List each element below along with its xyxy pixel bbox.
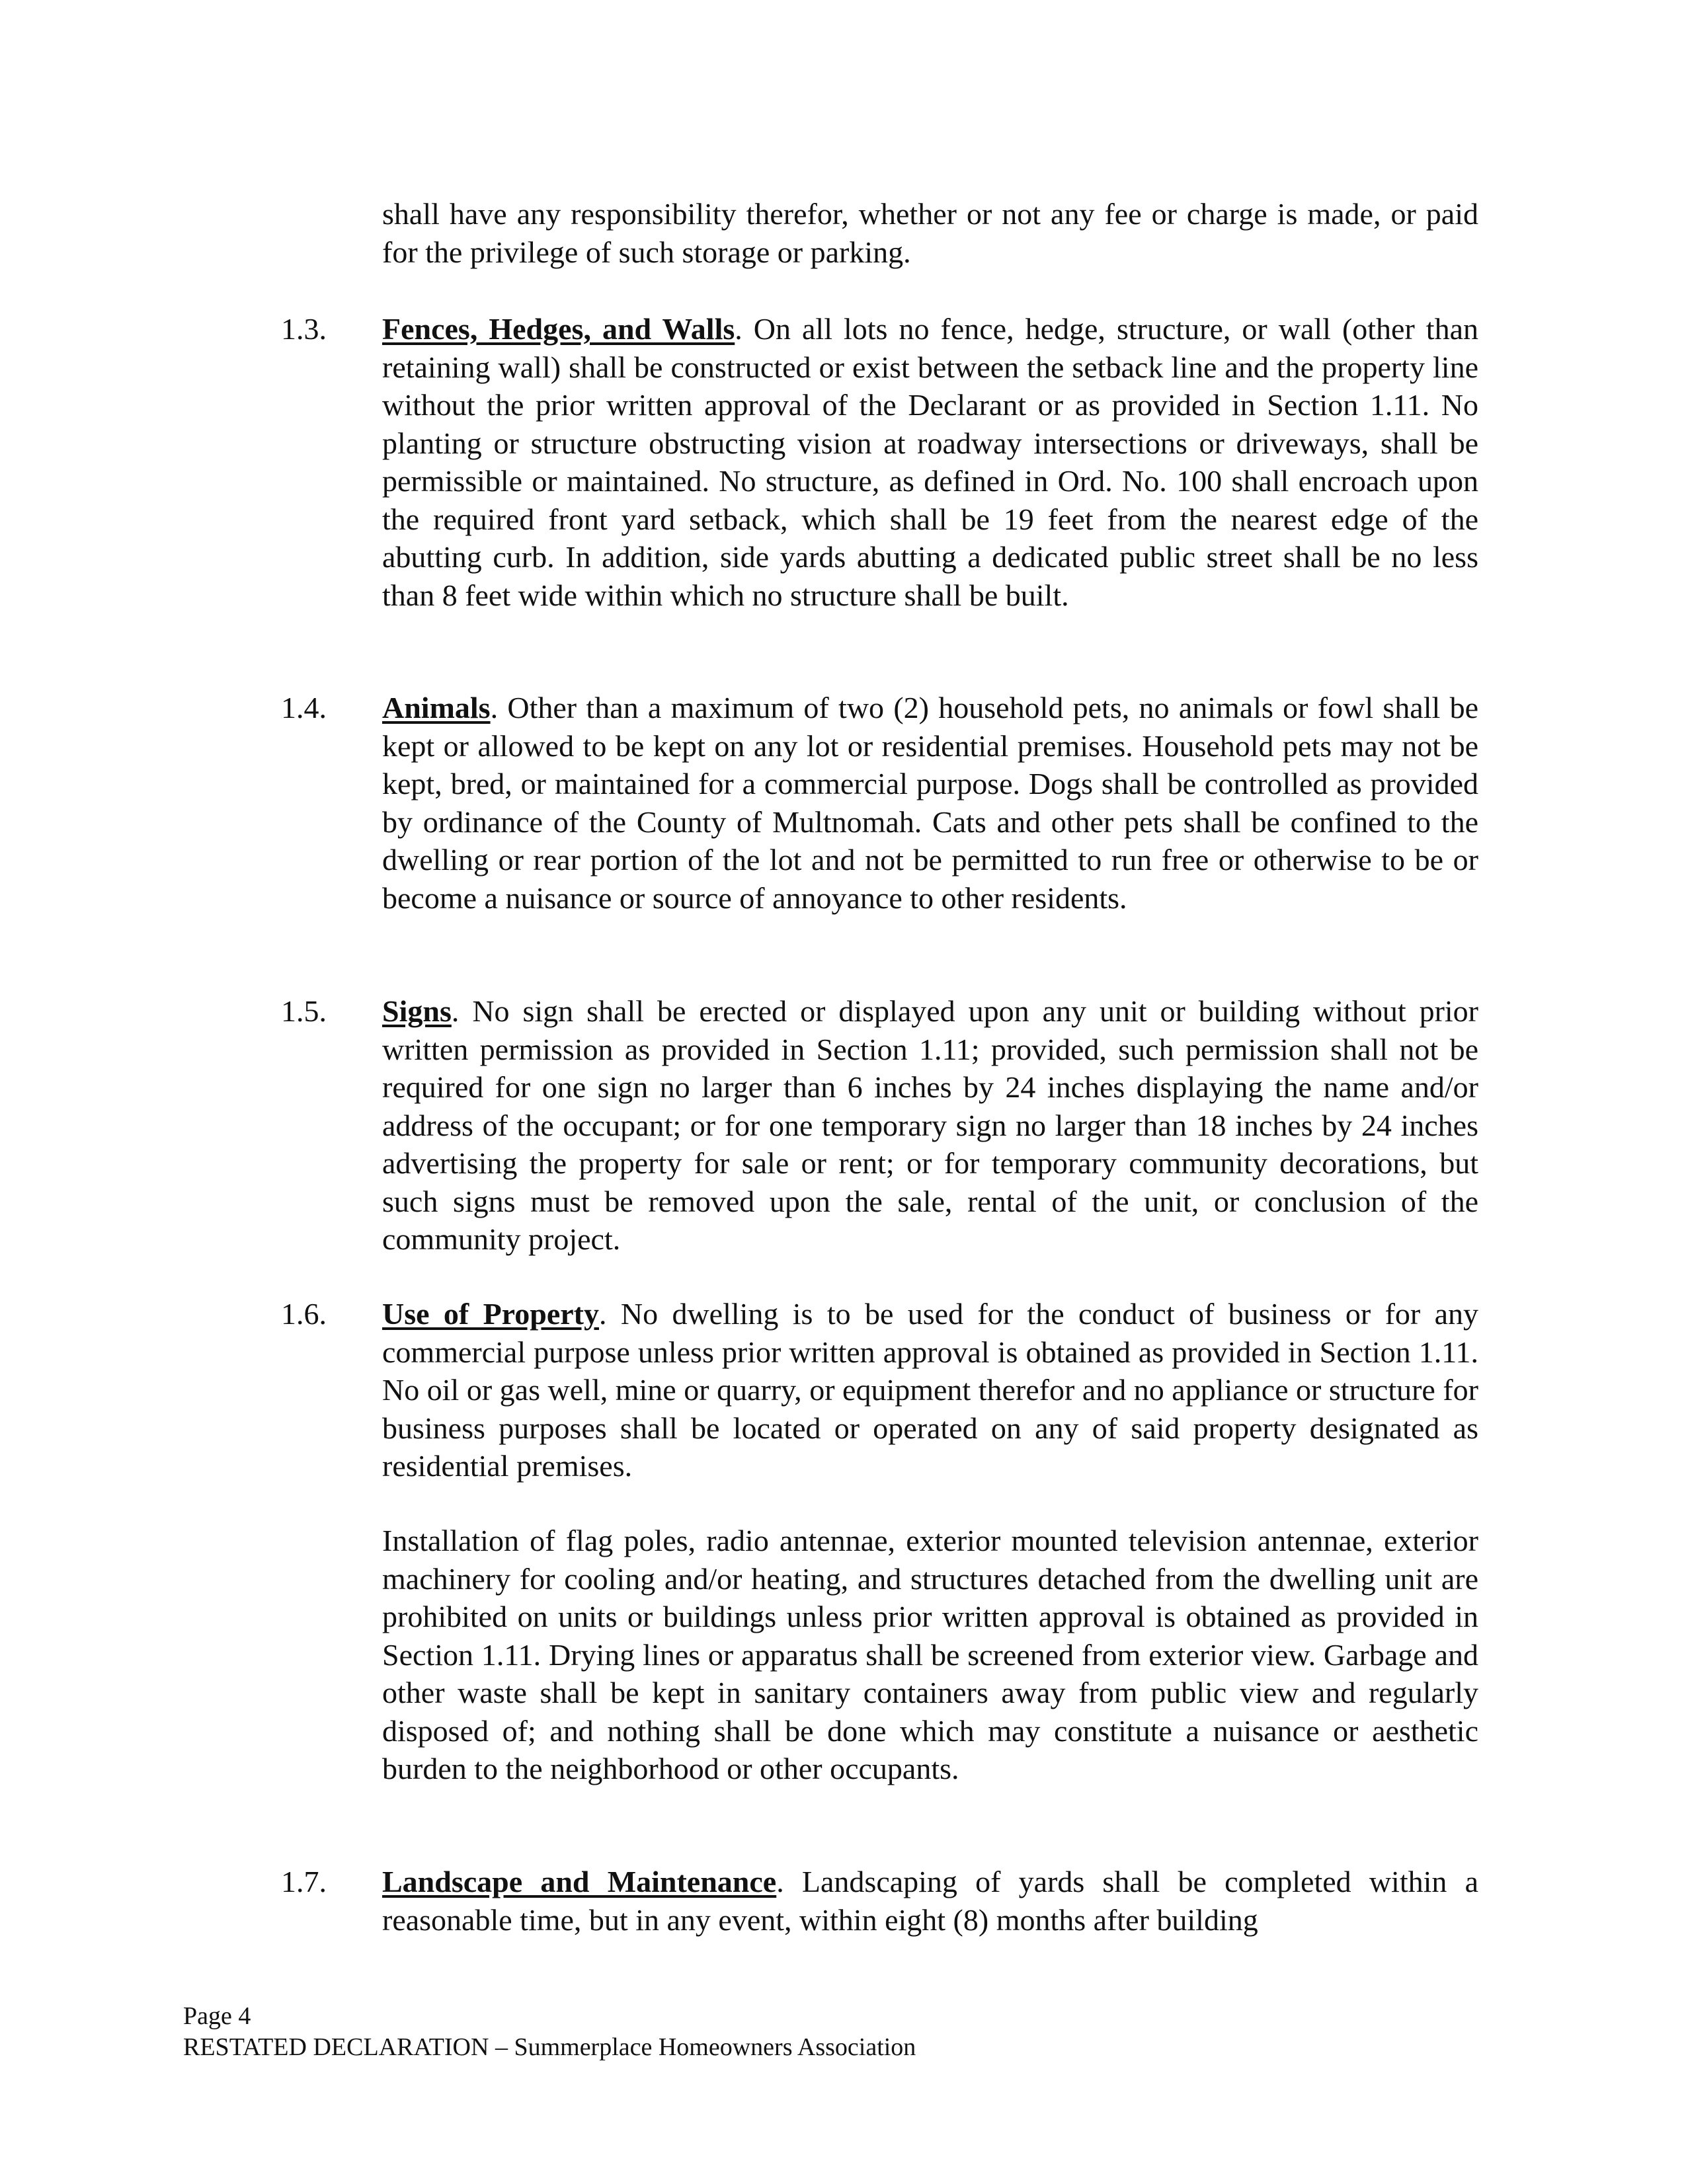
section-number: 1.3. xyxy=(281,312,327,346)
section-heading-period: . xyxy=(451,994,460,1028)
section-heading-period: . xyxy=(776,1865,784,1898)
section-number: 1.7. xyxy=(281,1865,327,1898)
section-heading: Signs xyxy=(382,994,452,1028)
section-number: 1.4. xyxy=(281,691,327,724)
section-body: Landscaping of yards shall be completed within a reasonable time, but in any event, within eight (8) months after building xyxy=(382,1865,1478,1937)
section-body: No dwelling is to be used for the conduct of business or for any commercial purpose unless prior written approval is obtained as provided in Section 1.11. No oil or gas well, mine or quarry, or equipment therefor and no appliance or structure for business purposes shall be located or operated on any of said property designated as residential premises. xyxy=(382,1297,1478,1483)
section-1-6-continuation: Installation of flag poles, radio antennae, exterior mounted television antennae, exterior machinery for cooling and/or heating, and structures detached from the dwelling unit are prohibited on units or buildings unless prior written approval is obtained as provided in Section 1.11. Drying lines or apparatus shall be screened from exterior view. Garbage and other waste shall be kept in sanitary containers away from public view and regularly disposed of; and nothing shall be done which may constitute a nuisance or aesthetic burden to the neighborhood or other occupants. xyxy=(382,1524,1478,1785)
footer-document-title: RESTATED DECLARATION – Summerplace Homeowners Association xyxy=(183,2033,916,2061)
section-number: 1.5. xyxy=(281,994,327,1028)
section-1-3 xyxy=(382,310,1478,614)
section-heading-period: . xyxy=(599,1297,607,1331)
section-body: Other than a maximum of two (2) household pets, no animals or fowl shall be kept or allowed to be kept on any lot or residential premises. Household pets may not be kept, bred, or maintained for a commercial purpose. Dogs shall be controlled as provided by ordinance of the County of Multnomah. Cats and other pets shall be confined to the dwelling or rear portion of the lot and not be permitted to run free or otherwise to be or become a nuisance or source of annoyance to other residents. xyxy=(382,691,1478,915)
section-body: On all lots no fence, hedge, structure, or wall (other than retaining wall) shall be constructed or exist between the setback line and the property line without the prior written approval of the Declarant or as provided in Section 1.11. No planting or structure obstructing vision at roadway intersections or driveways, shall be permissible or maintained. No structure, as defined in Ord. No. 100 shall encroach upon the required front yard setback, which shall be 19 feet from the nearest edge of the abutting curb. In addition, side yards abutting a dedicated public street shall be no less than 8 feet wide within which no structure shall be built. xyxy=(382,312,1478,612)
section-heading-period: . xyxy=(735,312,743,346)
section-body: No sign shall be erected or displayed upon any unit or building without prior written permission as provided in Section 1.11; provided, such permission shall not be required for one sign no larger than 6 inches by 24 inches displaying the name and/or address of the occupant; or for one temporary sign no larger than 18 inches by 24 inches advertising the property for sale or rent; or for temporary community decorations, but such signs must be removed upon the sale, rental of the unit, or conclusion of the community project. xyxy=(382,994,1478,1256)
section-number: 1.6. xyxy=(281,1297,327,1331)
section-heading-period: . xyxy=(490,691,499,724)
footer-page-number: Page 4 xyxy=(183,2002,251,2030)
section-1-6 xyxy=(382,1295,1478,1485)
section-1-5 xyxy=(382,992,1478,1259)
section-heading: Use of Property xyxy=(382,1297,599,1331)
section-heading: Fences, Hedges, and Walls xyxy=(382,312,735,346)
section-heading: Landscape and Maintenance xyxy=(382,1865,777,1898)
section-heading: Animals xyxy=(382,691,491,724)
section-1-7 xyxy=(382,1863,1478,1939)
continuation-paragraph: shall have any responsibility therefor, whether or not any fee or charge is made, or paid for the privilege of such storage or parking. xyxy=(382,197,1478,269)
section-1-4 xyxy=(382,689,1478,917)
